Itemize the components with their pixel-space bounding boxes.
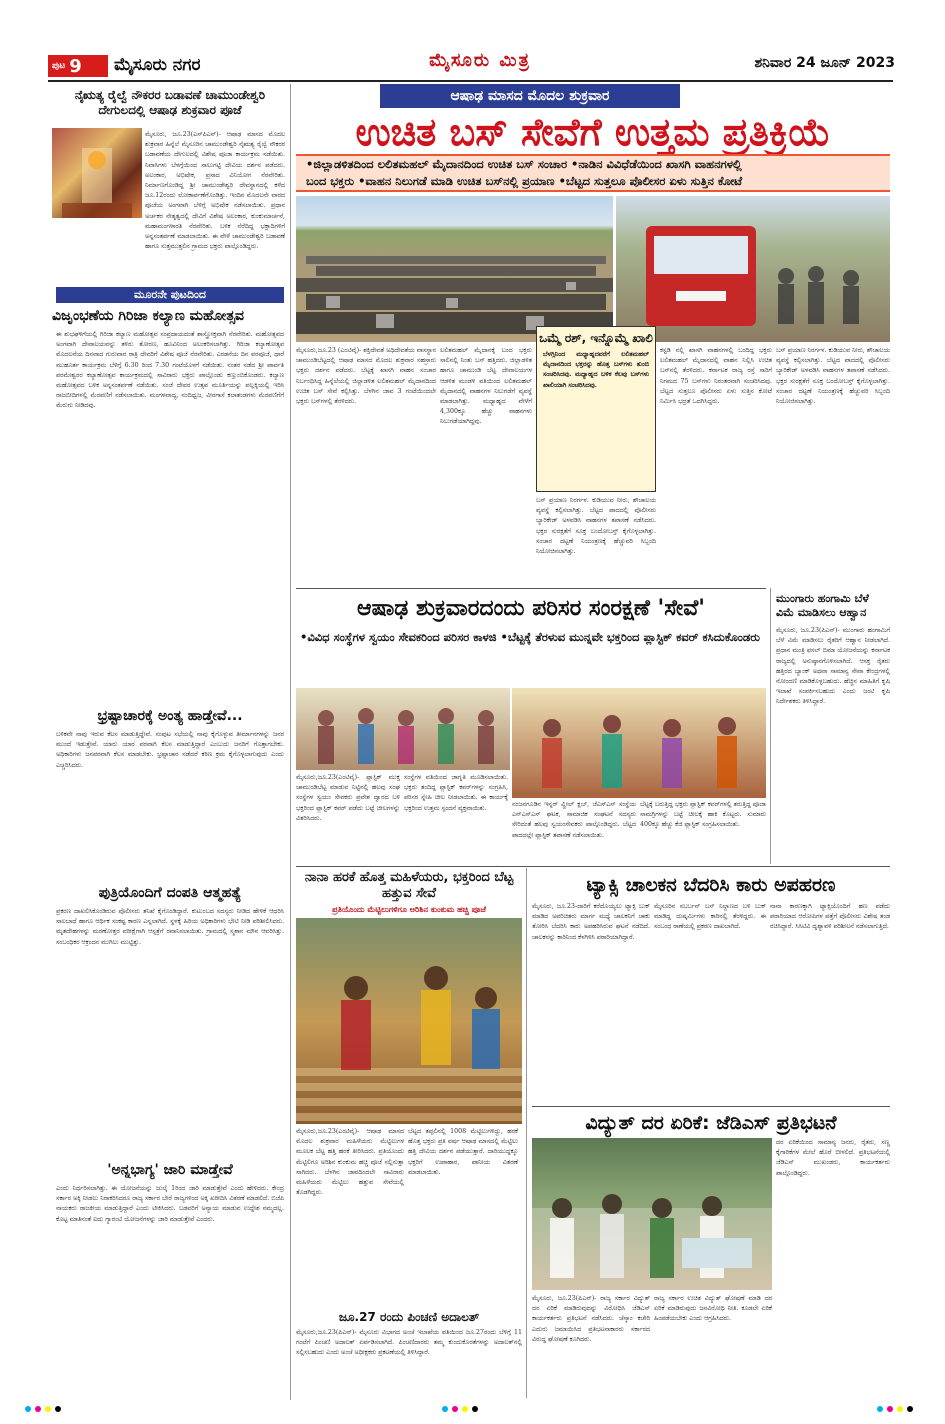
parisara-deck: •ವಿವಿಧ ಸಂಸ್ಥೆಗಳ ಸ್ವಯಂ ಸೇವಕರಿಂದ ಪರಿಸರ ಕಾಳಜಿ •ಬೆಟ್ಟಕ್ಕೆ ತೆರಳುವ ಮುನ್ನವೇ ಭಕ್ತರಿಂದ ಪ್ಲಾಸ್ಟಿಕ್ ಕವರ್ ಕಸಿದುಕೊಂಡರು xyxy=(300,630,760,644)
page-number-badge xyxy=(48,55,108,77)
bus-deck-line1: •ಜಿಲ್ಲಾಡಳಿತದಿಂದ ಲಲಿತಮಹಲ್ ಮೈದಾನದಿಂದ ಉಚಿತ ಬಸ್ ಸಂಚಾರ •ನಾಡಿನ ವಿವಿಧೆಡೆಯಿಂದ ಖಾಸಗಿ ವಾಹನಗಳಲ್ಲಿ xyxy=(306,157,742,171)
deity-image-icon xyxy=(52,128,142,218)
mahila-body1: ಮೈಸೂರು,ಜೂ.23(ಎಂಟಿವೈ)- ಆಷಾಢ ಮಾಸದ ಮೊದಲ ಶುಕ್ರವಾರ ಮಹಿಳೆಯರು ಮೆಟ್ಟಿಲುಗಳ ಮೂಲಕ ಬೆಟ್ಟ ಹತ್ತಿ ಹರಕೆ ತೀರಿಸಿದರು. ಪ್ರತಿಯೊಂದು ಮೆಟ್ಟಿಲಿಗೂ ಅರಿಶಿನ ಕುಂಕುಮ ಹಚ್ಚಿ ಪೂಜೆ ಸಲ್ಲಿಸುತ್ತಾ ಸಾಗಿದರು. ಬೆಳಗಿನ ಜಾವದಿಂದಲೇ ಸಾವಿರಾರು ಮಹಿಳೆಯರು ಮೆಟ್ಟಿಲು ಹತ್ತುವ ಸೇವೆಯಲ್ಲಿ ತೊಡಗಿದ್ದರು. xyxy=(296,1128,404,1197)
couple-headline: ಪುತ್ರಿಯೊಂದಿಗೆ ದಂಪತಿ ಆತ್ಮಹತ್ಯೆ xyxy=(98,885,242,901)
adalat-headline: ಜೂ.27 ರಂದು ಪಿಂಚಣಿ ಅದಾಲತ್ xyxy=(338,1310,480,1324)
temple-headline: ನೈಋತ್ಯ ರೈಲ್ವೆ ನೌಕರರ ಬಡಾವಣೆ ಚಾಮುಂಡೇಶ್ವರಿ ದೇಗುಲದಲ್ಲಿ ಆಷಾಢ ಶುಕ್ರವಾರ ಪೂಜೆ xyxy=(74,88,266,117)
bus-deck-line2: ಬಂದ ಭಕ್ತರು •ವಾಹನ ನಿಲುಗಡೆ ಮಾಡಿ ಉಚಿತ ಬಸ್‌ನಲ್ಲಿ ಪ್ರಯಾಣ •ಬೆಟ್ಟದ ಸುತ್ತಲೂ ಪೊಲೀಸರ ಏಳು ಸುತ್ತಿನ ಕೋಟೆ xyxy=(306,174,743,188)
volunteers-photo-1 xyxy=(296,688,510,770)
protest-crowd-image-icon xyxy=(532,1138,772,1290)
mahila-subhead: ಪ್ರತಿಯೊಂದು ಮೆಟ್ಟಿಲುಗಳಿಗೂ ಅರಿಶಿನ ಕುಂಕುಮ ಹಚ್ಚಿ ಪೂಜೆ xyxy=(332,905,486,914)
column-divider xyxy=(290,84,291,1400)
print-registration-marks xyxy=(0,1404,945,1414)
volunteers-image-icon xyxy=(296,688,510,770)
bus-col5: ಬಸ್ ಪ್ರಯಾಣ ನಿರರ್ಗಳ. ಕುಡಿಯುವ ನೀರು, ಶೌಚಾಲಯ ವ್ಯವಸ್ಥೆ ಕಲ್ಪಿಸಲಾಗಿತ್ತು. ಬೆಟ್ಟದ ಪಾದದಲ್ಲಿ ಪೊಲೀಸರು ಬ್ಯಾರಿಕೇಡ್ ಅಳವಡಿಸಿ ವಾಹನಗಳ ತಪಾಸಣೆ ನಡೆಸಿದರು. ಭಕ್ತರ ಸುರಕ್ಷತೆಗೆ ಸೂಕ್ತ ಬಂದೋಬಸ್ತ್ ಕೈಗೊಳ್ಳಲಾಗಿತ್ತು. ಸಂಚಾರ ದಟ್ಟಣೆ ನಿಯಂತ್ರಣಕ್ಕೆ ಹೆಚ್ಚುವರಿ ಸಿಬ್ಬಂದಿ ನಿಯೋಜಿಸಲಾಗಿತ್ತು. xyxy=(776,347,890,405)
column-divider-2 xyxy=(770,588,771,864)
annabhagya-body: ಎಂದು ನಿರ್ಧರಿಸಲಾಗಿತ್ತು. ಈ ಯೋಜನೆಯನ್ನು ಜುಲೈ 1ರಿಂದ ಜಾರಿ ಮಾಡುತ್ತೇವೆ ಎಂದು ಹೇಳಿದರು. ಕೇಂದ್ರ ಸರ್ಕಾರ ಅಕ್ಕಿ ನೀಡಲು ನಿರಾಕರಿಸಿದರೂ ರಾಜ್ಯ ಸರ್ಕಾರ ಬೇರೆ ರಾಜ್ಯಗಳಿಂದ ಅಕ್ಕಿ ಖರೀದಿಸಿ ವಿತರಣೆ ಮಾಡಲಿದೆ. ಬಿಜೆಪಿ ನಾಯಕರು ರಾಜಕೀಯ ಮಾಡುತ್ತಿದ್ದಾರೆ ಎಂದು ಟೀಕಿಸಿದರು. ಬಡವರಿಗೆ ಅನ್ಯಾಯ ಮಾಡುವ ಉದ್ದೇಶ ನಮ್ಮದಲ್ಲ. ಕೊಟ್ಟ ಮಾತಿನಂತೆ ಐದು ಗ್ಯಾರಂಟಿ ಯೋಜನೆಗಳನ್ನು ಜಾರಿ ಮಾಡುತ್ತೇವೆ ಎಂದರು. xyxy=(56,1185,284,1223)
hangami-body: ಮೈಸೂರು, ಜೂ.23(ಪಿಎನ್)- ಮುಂಗಾರು ಹಂಗಾಮಿಗೆ ಬೆಳೆ ವಿಮೆ ಮಾಡಿಸಲು ರೈತರಿಗೆ ಆಹ್ವಾನ ನೀಡಲಾಗಿದೆ. ಪ್ರಧಾನ ಮಂತ್ರಿ ಫಸಲ್ ಬಿಮಾ ಯೋಜನೆಯನ್ನು ಕರ್ನಾಟಕ ರಾಜ್ಯದಲ್ಲಿ ಅನುಷ್ಠಾನಗೊಳಿಸಲಾಗಿದೆ. ಆಸಕ್ತ ರೈತರು ಹತ್ತಿರದ ಬ್ಯಾಂಕ್ ಅಥವಾ ಸಾಮಾನ್ಯ ಸೇವಾ ಕೇಂದ್ರಗಳಲ್ಲಿ ನೋಂದಣಿ ಮಾಡಿಕೊಳ್ಳಬಹುದು. ಹೆಚ್ಚಿನ ಮಾಹಿತಿಗೆ ಕೃಷಿ ಇಲಾಖೆ ಸಂಪರ್ಕಿಸಬಹುದು ಎಂದು ಜಂಟಿ ಕೃಷಿ ನಿರ್ದೇಶಕರು ತಿಳಿಸಿದ್ದಾರೆ. xyxy=(776,627,890,706)
bus-col2: ಲಲಿತಮಹಲ್ ಮೈದಾನಕ್ಕೆ ಬಂದ ಭಕ್ತರು ಸಾಲಿನಲ್ಲಿ ನಿಂತು ಬಸ್ ಹತ್ತಿದರು. ಜಿಲ್ಲಾಡಳಿತ ಹಾಗೂ ಚಾಮುಂಡಿ ಬೆಟ್ಟ ದೇವಾಲಯಗಳ ಆಡಳಿತ ಮಂಡಳಿ ವತಿಯಿಂದ ಲಲಿತಮಹಲ್ ಮೈದಾನದಲ್ಲಿ ವಾಹನಗಳ ನಿಲುಗಡೆಗೆ ವ್ಯವಸ್ಥೆ ಮಾಡಲಾಗಿತ್ತು. ಮಧ್ಯಾಹ್ನದ ವೇಳೆಗೆ 4,300ಕ್ಕೂ ಹೆಚ್ಚು ವಾಹನಗಳು ನಿಲುಗಡೆಯಾಗಿದ್ದವು. xyxy=(440,347,532,426)
sidebar-box-body: ಬೆಳಗ್ಗಿನಿಂದ ಮಧ್ಯಾಹ್ನದವರೆಗೆ ಲಲಿತಮಹಲ್ ಮೈದಾನದಿಂದ ಭಕ್ತರನ್ನು ಹೊತ್ತ ಬಸ್‌ಗಳು ತುಂಬಿ ಸಂಚರಿಸಿದವು. ಮಧ್ಯಾಹ್ನದ ಬಳಿಕ ಕೆಲವು ಬಸ್‌ಗಳು ಖಾಲಿಯಾಗಿ ಸಂಚರಿಸಿದವು. xyxy=(543,351,649,389)
kalyana-headline: ವಿಜೃಂಭಣೆಯ ಗಿರಿಜಾ ಕಲ್ಯಾಣ ಮಹೋತ್ಸವ xyxy=(52,308,244,324)
jds-body2: ರಾಜ್ಯ ಸರ್ಕಾರ ಉಚಿತ ವಿದ್ಯುತ್ ಘೋಷಣೆ ಮಾಡಿ ದರ ಏರಿಕೆ ಮಾಡಿರುವುದು ಜನವಿರೋಧಿ ನೀತಿ. ಕೂಡಲೇ ಏರಿಕೆ ಹಿಂಪಡೆಯಬೇಕು ಎಂದು ಆಗ್ರಹಿಸಿದರು. xyxy=(654,1295,772,1323)
bus-col4: ಕಸ್ಟಡಿ ನಲ್ಲಿ ಖಾಸಗಿ ವಾಹನಗಳಲ್ಲಿ ಬಂದಿದ್ದ ಭಕ್ತರು ಲಲಿತಮಹಲ್ ಮೈದಾನದಲ್ಲಿ ವಾಹನ ನಿಲ್ಲಿಸಿ ಉಚಿತ ಬಸ್‌ನಲ್ಲಿ ತೆರಳಿದರು. ಕರ್ನಾಟಕ ರಾಜ್ಯ ರಸ್ತೆ ಸಾರಿಗೆ ನಿಗಮದ 75 ಬಸ್‌ಗಳು ನಿರಂತರವಾಗಿ ಸಂಚರಿಸಿದವು. ಬೆಟ್ಟದ ಸುತ್ತಲೂ ಪೊಲೀಸರು ಏಳು ಸುತ್ತಿನ ಕೋಟೆ ನಿರ್ಮಿಸಿ ಭದ್ರತೆ ಒದಗಿಸಿದ್ದರು. xyxy=(660,347,772,405)
parking-photo xyxy=(296,196,613,342)
sidebar-box-headline: ಒಮ್ಮೆ ರಶ್, ಇನ್ನೊಮ್ಮೆ ಖಾಲಿ xyxy=(539,331,653,345)
parisara-body2: ಸಂಸ್ಥೆಗಳ ವತಿಯಿಂದ ಜಾಗೃತಿ ಮೂಡಿಸಲಾಯಿತು. ಭಕ್ತರು ತಂದಿದ್ದ ಪ್ಲಾಸ್ಟಿಕ್ ಕವರ್‌ಗಳನ್ನು ಸಂಗ್ರಹಿಸಿ, ಪರಿಸರ ಸ್ನೇಹಿ ಚೀಲ ನೀಡಲಾಯಿತು. ಈ ಕಾರ್ಯಕ್ಕೆ ಭಕ್ತರಿಂದ ಉತ್ತಮ ಸ್ಪಂದನೆ ವ್ಯಕ್ತವಾಯಿತು. xyxy=(404,774,508,812)
temple-body: ಮೈಸೂರು, ಜೂ.23(ಎಸ್‌ಪಿಎನ್)- ಆಷಾಢ ಮಾಸದ ಮೊದಲ ಶುಕ್ರವಾರ ಹಿನ್ನೆಲೆ ಮೈಸೂರಿನ ಚಾಮುಂಡೇಶ್ವರಿ ನೈಋತ್ಯ ರೈಲ್ವೆ ನೌಕರರ ಬಡಾವಣೆಯ ದೇಗುಲದಲ್ಲಿ ವಿಶೇಷ ಪೂಜಾ ಕಾರ್ಯಕ್ರಮ ನಡೆಯಿತು. ನಿವಾಸಿಗಳು ಬೆಳಗ್ಗೆಯಿಂದ ಸಾಲುಗಟ್ಟಿ ದೇವಿಯ ದರ್ಶನ ಪಡೆದರು. ಅಲಂಕಾರ, ಅಭಿಷೇಕ, ಪ್ರಸಾದ ವಿನಿಯೋಗ ನೆರವೇರಿತು. ನಿರ್ಮಾಣಗೊಂಡಿದ್ದ ಶ್ರೀ ಚಾಮುಂಡೇಶ್ವರಿ ದೇವಸ್ಥಾನದಲ್ಲಿ ಕಳೆದ ಜೂ.12ರಂದು ಲೋಕಾರ್ಪಣೆಗೊಂಡಿತ್ತು. ಇಂದಿನ ಮೊದಲನೇ ವಾರದ ಪೂಜೆಯ ಅಂಗವಾಗಿ ಬೆಳಿಗ್ಗೆ ಅಭಿಷೇಕ ನಡೆಸಲಾಯಿತು. ಪ್ರಧಾನ ಅರ್ಚಕರ ನೇತೃತ್ವದಲ್ಲಿ ದೇವಿಗೆ ವಿಶೇಷ ಅಲಂಕಾರ, ಕುಂಕುಮಾರ್ಚನೆ, ಮಹಾಮಂಗಳಾರತಿ ನೆರವೇರಿತು. ಬಳಿಕ ನೆರೆದಿದ್ದ ಭಕ್ತಾದಿಗಳಿಗೆ ಅನ್ನಸಂತರ್ಪಣೆ ಮಾಡಲಾಯಿತು. ಈ ವೇಳೆ ಚಾಮುಂಡೇಶ್ವರಿ ಬಡಾವಣೆ ಹಾಗೂ ಸುತ್ತಮುತ್ತಲಿನ ಗ್ರಾಮದ ಭಕ್ತರು ಪಾಲ್ಗೊಂಡಿದ್ದರು. xyxy=(145,131,285,251)
page-label: ಪುಟ xyxy=(52,61,66,71)
parisara-body3: ನಂಜನಗೂಡಿನ ಇನ್ನರ್ ವ್ಹೀಲ್ ಕ್ಲಬ್, ಜೆಎಸ್‌ಎಸ್ ಸಂಸ್ಥೆಯ ಎನ್‌ಎಸ್‌ಎಸ್ ಘಟಕ, ಸಾಮಾಜಿಕ ಸಂಘಟನೆ ಸದಸ್ಯರು ಸೇರಿದಂತೆ ಹಲವು ಸ್ವಯಂಸೇವಕರು ಪಾಲ್ಗೊಂಡಿದ್ದರು. ಬೆಟ್ಟದ ಪಾದದಲ್ಲೇ ಪ್ಲಾಸ್ಟಿಕ್ ತಪಾಸಣೆ ನಡೆಸಲಾಯಿತು. xyxy=(512,801,636,839)
parisara-headline: ಆಷಾಢ ಶುಕ್ರವಾರದಂದು ಪರಿಸರ ಸಂರಕ್ಷಣೆ 'ಸೇವೆ' xyxy=(357,596,705,621)
couple-body: ಪ್ರಕರಣ ದಾಖಲಿಸಿಕೊಂಡಿರುವ ಪೊಲೀಸರು ತನಿಖೆ ಕೈಗೊಂಡಿದ್ದಾರೆ. ಕುಟುಂಬದ ಸದಸ್ಯರು ನೀಡಿದ ಹೇಳಿಕೆ ಆಧರಿಸಿ ಸಾಲಬಾಧೆ ಹಾಗೂ ಆರ್ಥಿಕ ಸಂಕಷ್ಟ ಕಾರಣ ಎನ್ನಲಾಗಿದೆ. ಸ್ಥಳಕ್ಕೆ ಹಿರಿಯ ಅಧಿಕಾರಿಗಳು ಭೇಟಿ ನೀಡಿ ಪರಿಶೀಲಿಸಿದರು. ಮೃತದೇಹಗಳನ್ನು ಮರಣೋತ್ತರ ಪರೀಕ್ಷೆಗಾಗಿ ಆಸ್ಪತ್ರೆಗೆ ರವಾನಿಸಲಾಯಿತು. ಗ್ರಾಮದಲ್ಲಿ ಸ್ಮಶಾನ ಮೌನ ಆವರಿಸಿತ್ತು. ಸಂಬಂಧಿಕರ ಆಕ್ರಂದನ ಮುಗಿಲು ಮುಟ್ಟಿತ್ತು. xyxy=(56,908,284,946)
corruption-headline: ಭ್ರಷ್ಟಾಚಾರಕ್ಕೆ ಅಂತ್ಯ ಹಾಡ್ತೇವೆ... xyxy=(97,708,243,724)
steps-photo xyxy=(296,918,522,1124)
bus-photo xyxy=(616,196,890,342)
parisara-body4: ಬೆಟ್ಟಕ್ಕೆ ಬರುತ್ತಿದ್ದ ಭಕ್ತರು ಪ್ಲಾಸ್ಟಿಕ್ ಕವರ್‌ಗಳಲ್ಲಿ ತರುತ್ತಿದ್ದ ಪೂಜಾ ಸಾಮಗ್ರಿಗಳನ್ನು ಬಟ್ಟೆ ಚೀಲಕ್ಕೆ ಹಾಕಿ ಕೊಟ್ಟರು. ಸುಮಾರು 400ಕ್ಕೂ ಹೆಚ್ಚು ಕೆಜಿ ಪ್ಲಾಸ್ಟಿಕ್ ಸಂಗ್ರಹಿಸಲಾಯಿತು. xyxy=(640,801,766,829)
section-rule xyxy=(296,588,766,589)
mahila-headline: ನಾನಾ ಹರಕೆ ಹೊತ್ತ ಮಹಿಳೆಯರು, ಭಕ್ತರಿಂದ ಬೆಟ್ಟ ಹತ್ತುವ ಸೇವೆ xyxy=(304,870,514,902)
temple-steps-image-icon xyxy=(296,918,522,1124)
page-number: 9 xyxy=(69,55,82,77)
hangami-headline: ಮುಂಗಾರು ಹಂಗಾಮಿ ಬೆಳೆ ವಿಮೆ ಮಾಡಿಸಲು ಆಹ್ವಾನ xyxy=(776,592,869,619)
tractor-body3: ನಾನಾ ಕಾರಣಕ್ಕಾಗಿ ಟ್ಯಾಕ್ಸಿಯೊಂದಿಗೆ ಹಣ ಪಡೆದು ಪರಾರಿಯಾದ ಆರೋಪಿಗಳ ಪತ್ತೆಗೆ ಪೊಲೀಸರು ವಿಶೇಷ ತಂಡ ರಚಿಸಿದ್ದಾರೆ. ಸಿಸಿಟಿವಿ ದೃಶ್ಯಾವಳಿ ಪರಿಶೀಲನೆ ನಡೆಸಲಾಗುತ್ತಿದೆ. xyxy=(770,903,890,931)
tractor-headline: ಟ್ಯಾಕ್ಸಿ ಚಾಲಕನ ಬೆದರಿಸಿ ಕಾರು ಅಪಹರಣ xyxy=(586,874,836,896)
column-divider-3 xyxy=(526,868,527,1398)
bus-image-icon xyxy=(616,196,890,342)
jds-body3: ದರ ಏರಿಕೆಯಿಂದ ಸಾಮಾನ್ಯ ಜನರು, ರೈತರು, ಸಣ್ಣ ಕೈಗಾರಿಕೆಗಳ ಮೇಲೆ ಹೊರೆ ಬೀಳಲಿದೆ. ಪ್ರತಿಭಟನೆಯಲ್ಲಿ ಜೆಡಿಎಸ್ ಮುಖಂಡರು, ಕಾರ್ಯಕರ್ತರು ಪಾಲ್ಗೊಂಡಿದ್ದರು. xyxy=(776,1139,890,1177)
parked-scooters-image-icon xyxy=(296,196,613,342)
parisara-body1: ಮೈಸೂರು,ಜೂ.23(ಎಂಟಿವೈ)- ಪ್ಲಾಸ್ಟಿಕ್ ಮುಕ್ತ ಚಾಮುಂಡಿಬೆಟ್ಟ ಮಾಡುವ ನಿಟ್ಟಿನಲ್ಲಿ ಹಲವು ಸಂಘ ಸಂಸ್ಥೆಗಳ ಸ್ವಯಂ ಸೇವಕರು ಪ್ರವೇಶ ದ್ವಾರದ ಬಳಿ ಭಕ್ತರಿಂದ ಪ್ಲಾಸ್ಟಿಕ್ ಕವರ್ ಪಡೆದು ಬಟ್ಟೆ ಚೀಲಗಳನ್ನು ವಿತರಿಸಿದರು. xyxy=(296,774,400,822)
header-rule xyxy=(48,80,893,82)
masthead-logo: ಮೈಸೂರು ಮಿತ್ರ xyxy=(429,50,531,71)
bus-kicker: ಆಷಾಢ ಮಾಸದ ಮೊದಲ ಶುಕ್ರವಾರ xyxy=(380,84,680,108)
dateline: ಶನಿವಾರ 24 ಜೂನ್ 2023 xyxy=(754,55,895,71)
bus-col1: ಮೈಸೂರು,ಜೂ.23 (ಎಂಟಿವೈ)- ಶಕ್ತಿದೇವತೆ ಅಧಿದೇವತೆಯ ವಾಸಸ್ಥಾನ ಚಾಮುಂಡಿಬೆಟ್ಟದಲ್ಲಿ ಆಷಾಢ ಮಾಸದ ಮೊದಲ ಶುಕ್ರವಾರ ಸಹಸ್ರಾರು ಭಕ್ತರು ದರ್ಶನ ಪಡೆದರು. ಬೆಟ್ಟಕ್ಕೆ ಖಾಸಗಿ ವಾಹನ ಸಂಚಾರ ನಿರ್ಬಂಧಿಸಿದ್ದ ಹಿನ್ನೆಲೆಯಲ್ಲಿ ಜಿಲ್ಲಾಡಳಿತ ಲಲಿತಮಹಲ್ ಮೈದಾನದಿಂದ ಉಚಿತ ಬಸ್ ಸೇವೆ ಕಲ್ಪಿಸಿತ್ತು. ಬೆಳಗಿನ ಜಾವ 3 ಗಂಟೆಯಿಂದಲೇ ಭಕ್ತರು ಬಸ್‌ಗಳಲ್ಲಿ ತೆರಳಿದರು. xyxy=(296,347,436,405)
protest-photo xyxy=(532,1138,772,1290)
kalyana-body: ಈ ಶುಭಘಳಿಗೆಯಲ್ಲಿ ಗಿರಿಜಾ ಕಲ್ಯಾಣ ಮಹೋತ್ಸವ ಸಂಪ್ರದಾಯದಂತೆ ಶಾಸ್ತ್ರೋಕ್ತವಾಗಿ ನೆರವೇರಿತು. ಮಹೋತ್ಸವದ ಅಂಗವಾಗಿ ದೇವಾಲಯವನ್ನು ತಳಿರು ತೋರಣ, ಹೂವಿನಿಂದ ಅಲಂಕರಿಸಲಾಗಿತ್ತು. ಗಿರಿಜಾ ಕಲ್ಯಾಣೋತ್ಸವ ಮೊದಲನೆಯ ದಿನವಾದ ಗುರುವಾರ ರಾತ್ರಿ ದೇವರಿಗೆ ವಿಶೇಷ ಪೂಜೆ ನೆರವೇರಿತು. ಎರಡನೆಯ ದಿನ ವರಪೂಜೆ, ಧಾರೆ ಮುಹೂರ್ತ ಕಾರ್ಯಕ್ರಮ ಬೆಳಿಗ್ಗೆ 6.30 ರಿಂದ 7.30 ಗಂಟೆಯೊಳಗೆ ನಡೆಯಿತು. ನಂತರ ನಡೆದ ಶ್ರೀ ಪಾರ್ವತಿ ಪರಮೇಶ್ವರರ ಕಲ್ಯಾಣೋತ್ಸವ ಕಾರ್ಯಕ್ರಮದಲ್ಲಿ ಸಾವಿರಾರು ಭಕ್ತರು ಪಾಲ್ಗೊಂಡು ಕಣ್ತುಂಬಿಕೊಂಡರು. ಕಲ್ಯಾಣ ಮಹೋತ್ಸವದ ಬಳಿಕ ಅನ್ನಸಂತರ್ಪಣೆ ನಡೆಯಿತು. ಸಂಜೆ ದೇವರ ಉತ್ಸವ ಮೂರ್ತಿಯನ್ನು ಪಲ್ಲಕ್ಕಿಯಲ್ಲಿ ಇರಿಸಿ ರಾಜಬೀದಿಗಳಲ್ಲಿ ಮೆರವಣಿಗೆ ನಡೆಸಲಾಯಿತು. ಮಂಗಳವಾದ್ಯ, ನಂದಿಧ್ವಜ, ವೀರಗಾಸೆ ಕಲಾತಂಡಗಳು ಮೆರವಣಿಗೆಗೆ ಮೆರುಗು ನೀಡಿದವು. xyxy=(56,331,284,410)
jds-body1: ಮೈಸೂರು, ಜೂ.23(ಪಿಎನ್)- ರಾಜ್ಯ ಸರ್ಕಾರ ವಿದ್ಯುತ್ ದರ ಏರಿಕೆ ಮಾಡಿರುವುದನ್ನು ವಿರೋಧಿಸಿ ಜೆಡಿಎಸ್ ಕಾರ್ಯಕರ್ತರು ಪ್ರತಿಭಟನೆ ನಡೆಸಿದರು. ಚೆಸ್ಕಾಂ ಕಚೇರಿ ಎದುರು ಜಮಾಯಿಸಿದ ಪ್ರತಿಭಟನಾಕಾರರು ಸರ್ಕಾರದ ವಿರುದ್ಧ ಘೋಷಣೆ ಕೂಗಿದರು. xyxy=(532,1295,650,1343)
sidebar-box xyxy=(536,326,656,492)
annabhagya-headline: 'ಅನ್ನಭಾಗ್ಯ' ಜಾರಿ ಮಾಡ್ತೇವೆ xyxy=(107,1162,233,1178)
corruption-body: ಬಳಿಕವೇ ನಾವು ಇರುವ ಕೆಲಸ ಮಾಡುತ್ತಿದ್ದೇವೆ. ಸಂಪುಟ ಸಭೆಯಲ್ಲಿ ನಾವು ಕೈಗೊಳ್ಳುವ ತೀರ್ಮಾನಗಳನ್ನು ಜನರ ಮುಂದೆ ಇಡುತ್ತೇವೆ. ಯಾರು ಯಾರ ಪರವಾಗಿ ಕೆಲಸ ಮಾಡುತ್ತಿದ್ದಾರೆ ಎಂಬುದು ಜನರಿಗೆ ಗೊತ್ತಾಗಬೇಕು. ಅಧಿಕಾರಿಗಳು ಜನಪರವಾಗಿ ಕೆಲಸ ಮಾಡಬೇಕು. ಭ್ರಷ್ಟಾಚಾರ ನಡೆದರೆ ಕಠಿಣ ಕ್ರಮ ಕೈಗೊಳ್ಳಲಾಗುವುದು ಎಂದು ಎಚ್ಚರಿಸಿದರು. xyxy=(56,731,284,769)
bus-col3: ಬಸ್ ಪ್ರಯಾಣ ನಿರರ್ಗಳ. ಕುಡಿಯುವ ನೀರು, ಶೌಚಾಲಯ ವ್ಯವಸ್ಥೆ ಕಲ್ಪಿಸಲಾಗಿತ್ತು. ಬೆಟ್ಟದ ಪಾದದಲ್ಲಿ ಪೊಲೀಸರು ಬ್ಯಾರಿಕೇಡ್ ಅಳವಡಿಸಿ ವಾಹನಗಳ ತಪಾಸಣೆ ನಡೆಸಿದರು. ಭಕ್ತರ ಸುರಕ್ಷತೆಗೆ ಸೂಕ್ತ ಬಂದೋಬಸ್ತ್ ಕೈಗೊಳ್ಳಲಾಗಿತ್ತು. ಸಂಚಾರ ದಟ್ಟಣೆ ನಿಯಂತ್ರಣಕ್ಕೆ ಹೆಚ್ಚುವರಿ ಸಿಬ್ಬಂದಿ ನಿಯೋಜಿಸಲಾಗಿತ್ತು. xyxy=(536,497,656,555)
tractor-body1: ಮೈಸೂರು, ಜೂ.23-ದಾರಿಗೆ ಕರೆದೊಯ್ಯಲು ಟ್ಯಾಕ್ಸಿ ಬುಕ್ ಮಾಡಿದ ಅಪರಿಚಿತರು ಮಾರ್ಗ ಮಧ್ಯೆ ಚಾಲಕನಿಗೆ ಚಾಕು ತೋರಿಸಿ ಬೆದರಿಸಿ ಕಾರು ಅಪಹರಿಸಿರುವ ಘಟನೆ ನಡೆದಿದೆ. ಚಾಲಕನನ್ನು ಕಾರಿನಿಂದ ಕೆಳಗಿಳಿಸಿ ಪರಾರಿಯಾಗಿದ್ದಾರೆ. xyxy=(532,903,650,941)
section-rule-3 xyxy=(532,1106,890,1107)
bus-headline: ಉಚಿತ ಬಸ್ ಸೇವೆಗೆ ಉತ್ತಮ ಪ್ರತಿಕ್ರಿಯೆ xyxy=(355,110,831,154)
crowd-image-icon xyxy=(512,688,766,798)
jds-headline: ವಿದ್ಯುತ್ ದರ ಏರಿಕೆ: ಜೆಡಿಎಸ್ ಪ್ರತಿಭಟನೆ xyxy=(585,1112,837,1134)
continuation-band: ಮೂರನೇ ಪುಟದಿಂದ xyxy=(56,287,284,303)
tractor-body2: ಮೈಸೂರಿನ ಸಬರ್ಬನ್ ಬಸ್ ನಿಲ್ದಾಣದ ಬಳಿ ಬುಕ್ ಮಾಡಿದ್ದ ದುಷ್ಕರ್ಮಿಗಳು ಕಾರಿನಲ್ಲಿ ತೆರಳಿದ್ದರು. ಈ ಸಂಬಂಧ ಠಾಣೆಯಲ್ಲಿ ಪ್ರಕರಣ ದಾಖಲಾಗಿದೆ. xyxy=(654,903,766,931)
mahila-body2: ಬೆಟ್ಟದ ತಪ್ಪಲಿನಲ್ಲಿ 1008 ಮೆಟ್ಟಿಲುಗಳಿದ್ದು, ಹರಕೆ ಹೊತ್ತ ಭಕ್ತರು ಪ್ರತಿ ವರ್ಷ ಆಷಾಢ ಮಾಸದಲ್ಲಿ ಮೆಟ್ಟಿಲು ಹತ್ತಿ ದೇವಿಯ ದರ್ಶನ ಪಡೆಯುತ್ತಾರೆ. ದಾರಿಯುದ್ದಕ್ಕೂ ಭಕ್ತರಿಗೆ ಉಪಾಹಾರ, ಪಾನೀಯ ವಿತರಣೆ ಮಾಡಲಾಯಿತು. xyxy=(408,1128,518,1176)
section-rule-2 xyxy=(296,866,890,867)
temple-photo xyxy=(52,128,142,218)
section-title: ಮೈಸೂರು ನಗರ xyxy=(114,55,201,75)
adalat-body: ಮೈಸೂರು,ಜೂ.23(ಪಿಎನ್)- ಮೈಸೂರು ವಿಭಾಗದ ಅಂಚೆ ಇಲಾಖೆಯ ವತಿಯಿಂದ ಜೂ.27ರಂದು ಬೆಳಿಗ್ಗೆ 11 ಗಂಟೆಗೆ ಪಿಂಚಣಿ ಅದಾಲತ್ ಏರ್ಪಡಿಸಲಾಗಿದೆ. ಪಿಂಚಣಿದಾರರು ತಮ್ಮ ಕುಂದುಕೊರತೆಗಳನ್ನು ಅದಾಲತ್‌ನಲ್ಲಿ ಸಲ್ಲಿಸಬಹುದು ಎಂದು ಅಂಚೆ ಅಧೀಕ್ಷಕರು ಪ್ರಕಟಣೆಯಲ್ಲಿ ತಿಳಿಸಿದ್ದಾರೆ. xyxy=(296,1329,522,1357)
volunteers-photo-2 xyxy=(512,688,766,798)
